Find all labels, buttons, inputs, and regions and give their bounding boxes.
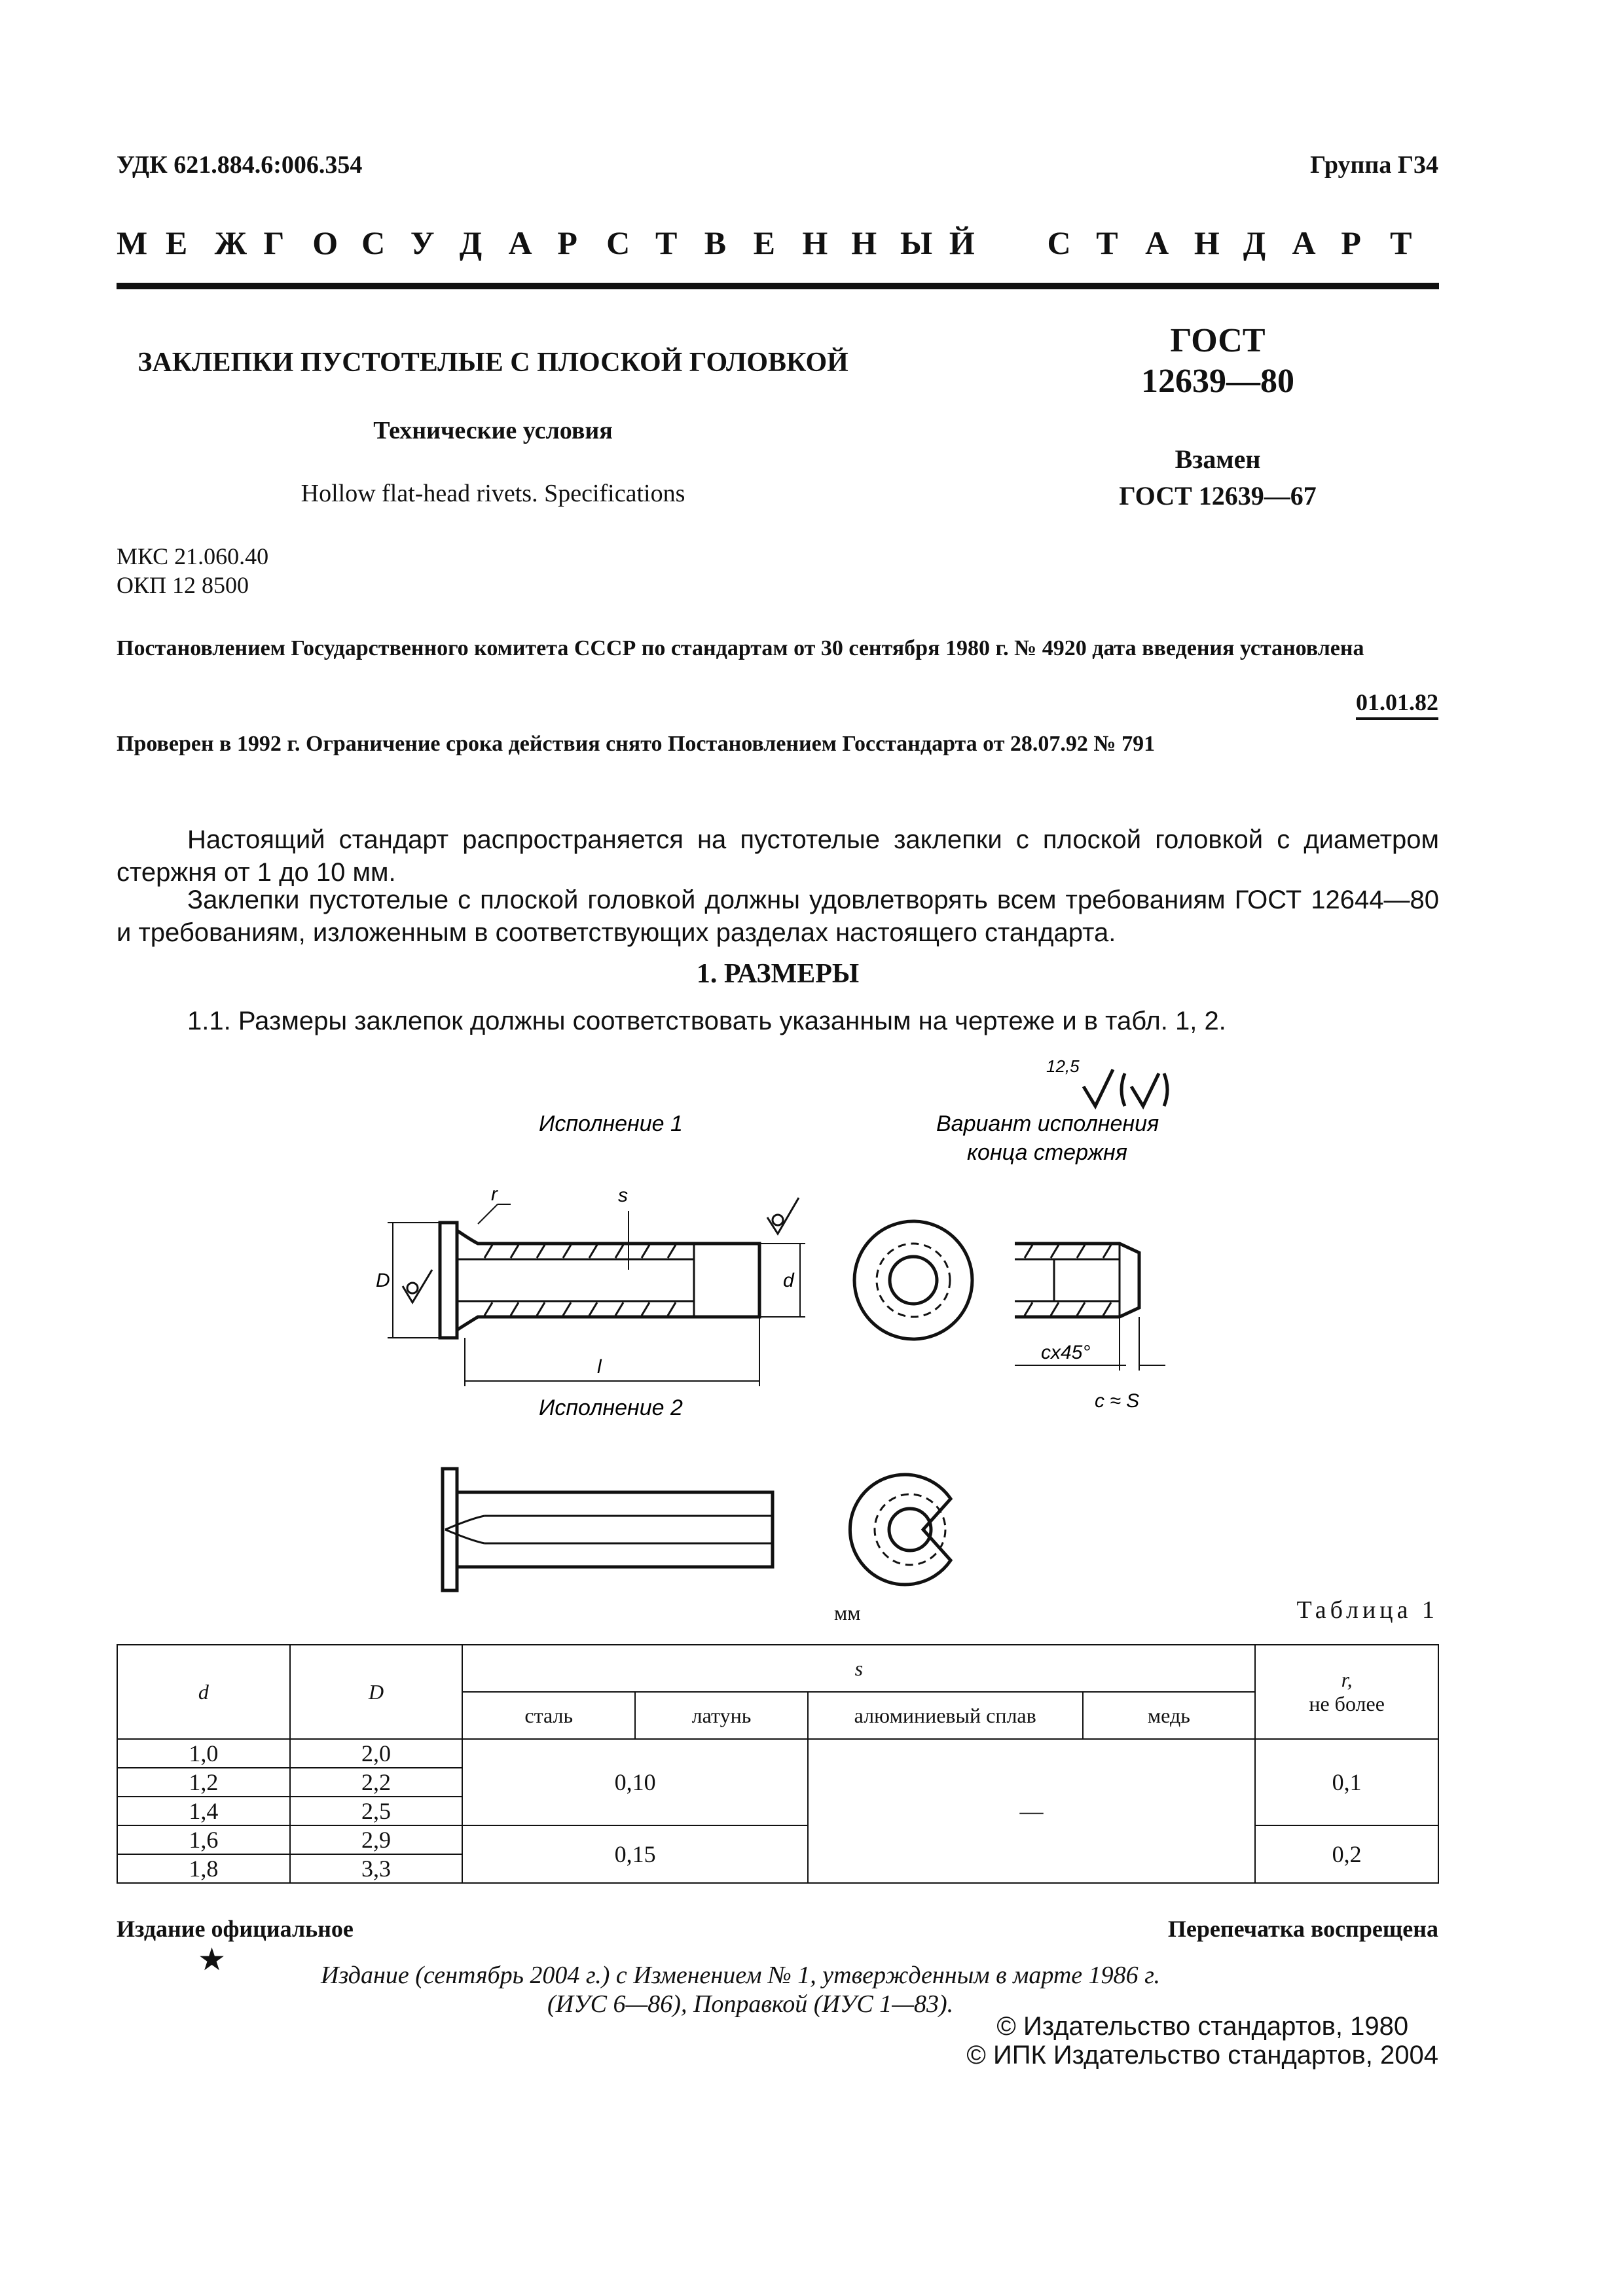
banner-letter: С [1047,224,1071,261]
banner-letter: Е [753,224,775,261]
variant-label-line2: конца стержня [967,1140,1127,1165]
english-title: Hollow flat-head rivets. Specifications [301,480,685,507]
reprint-notice: Перепечатка воспрещена [1167,1916,1438,1942]
edition-line2: (ИУС 6—86), Поправкой (ИУС 1—83). [547,1990,954,2018]
paragraph-dimensions: 1.1. Размеры заклепок должны соответствовать указанным на чертеже и в табл. 1, 2. [187,1007,1226,1035]
dimensions-table [117,1644,1439,1884]
header-s: s [462,1645,1255,1692]
banner-letter: Р [557,224,577,261]
banner-letter: Н [1194,224,1220,261]
cell-D: 2,5 [290,1797,463,1825]
banner-letter: М [117,224,148,261]
header-D: D [290,1645,463,1739]
paragraph-requirements: Заклепки пустотелые с плоской головкой должны удовлетворять всем требованиям ГОСТ 12644—80 и требованиям, изложенным в соответствующих разделах настоящего стандарта. [117,886,1439,947]
roughness-symbol [1084,1069,1167,1106]
cell-d: 1,2 [117,1768,290,1797]
cell-D: 2,0 [290,1739,463,1768]
cell-d: 1,4 [117,1797,290,1825]
star-icon: ★ [198,1943,227,1977]
header-copper: медь [1083,1692,1256,1739]
document-title: ЗАКЛЕПКИ ПУСТОТЕЛЫЕ С ПЛОСКОЙ ГОЛОВКОЙ [137,348,848,378]
edition-line1: Издание (сентябрь 2004 г.) с Изменением № 1, утвержденным в марте 1986 г. [321,1962,1160,1989]
copyright-block [966,2012,1438,2070]
cell-r-group2: 0,2 [1255,1825,1438,1883]
label-l: l [597,1356,602,1378]
banner-letter: В [704,224,727,261]
banner-letter: Д [459,224,483,261]
banner-letter: Т [1096,224,1118,261]
banner-letter: Р [1341,224,1361,261]
copyright-1980: © Издательство стандартов, 1980 [996,2012,1409,2041]
checked-note: Проверен в 1992 г. Ограничение срока действия снято Постановлением Госстандарта от 28.07.92 № 791 [117,732,1156,756]
banner-letter: А [1292,224,1316,261]
label-d: d [783,1270,794,1291]
replaces-label: Взамен [1175,444,1261,474]
cell-D: 2,2 [290,1768,463,1797]
cell-d: 1,6 [117,1825,290,1854]
c-note: c ≈ S [1095,1390,1140,1412]
label-r: r [491,1183,498,1205]
table-units: мм [834,1601,861,1624]
variant-label-line1: Вариант исполнения [936,1111,1159,1136]
paragraph-scope: Настоящий стандарт распространяется на пустотелые заклепки с плоской головкой с диаметром стержня от 1 до 10 мм. [117,825,1439,887]
cell-s-group1: 0,10 [462,1739,807,1825]
version1-label: Исполнение 1 [539,1111,683,1136]
label-D: D [376,1270,390,1291]
banner-letter: Н [851,224,877,261]
cell-d: 1,8 [117,1854,290,1883]
banner-letter: С [606,224,630,261]
gost-code: 12639—80 [1141,363,1294,400]
banner-letter: С [361,224,386,261]
label-s: s [618,1185,628,1206]
cell-s-group2: 0,15 [462,1825,807,1883]
rivet-version1-end [854,1221,972,1339]
decree-text: Постановлением Государственного комитета СССР по стандартам от 30 сентября 1980 г. № 4920 дата введения установлена [117,636,1364,660]
header-d: d [117,1645,290,1739]
section-heading: 1. РАЗМЕРЫ [696,959,860,989]
header-aluminium: алюминиевый сплав [808,1692,1083,1739]
rivet-version2-side [443,1469,773,1590]
banner-letter: Ж [214,224,247,261]
banner-letter: Д [1243,224,1266,261]
udk-code: УДК 621.884.6:006.354 [117,151,363,179]
banner-letter: О [312,224,338,261]
replaces-value: ГОСТ 12639—67 [1119,481,1317,511]
edition-note [321,1961,1160,2018]
banner-letter: А [1145,224,1169,261]
cell-r-group1: 0,1 [1255,1739,1438,1825]
header-r: r, не более [1255,1645,1438,1739]
header-brass: латунь [635,1692,808,1739]
chamfer-label: cx45° [1041,1342,1091,1363]
roughness-value: 12,5 [1046,1056,1080,1076]
rivet-version1-side [388,1198,805,1386]
cell-D: 2,9 [290,1825,463,1854]
header-steel: сталь [462,1692,635,1739]
table-caption: Таблица 1 [1296,1596,1438,1624]
version2-label: Исполнение 2 [539,1395,683,1420]
banner-letter: Т [1390,224,1412,261]
gost-label: ГОСТ [1170,322,1266,359]
banner-letter: Г [263,224,285,261]
copyright-2004: © ИПК Издательство стандартов, 2004 [966,2041,1438,2070]
official-edition: Издание официальное [117,1916,354,1942]
rivet-version2-end [850,1475,951,1585]
document-subtitle: Технические условия [373,417,613,444]
banner-letter: У [410,224,435,261]
banner-letter: Ы [900,224,933,261]
mks-code: МКС 21.060.40 [117,543,269,569]
group-code: Группа Г34 [1310,151,1438,179]
introduction-date: 01.01.82 [1356,689,1438,720]
cell-d: 1,0 [117,1739,290,1768]
cell-s-dash: — [808,1739,1255,1883]
banner-letter: А [508,224,532,261]
cell-D: 3,3 [290,1854,463,1883]
banner-letter: Т [655,224,678,261]
banner-letter: Е [165,224,188,261]
okp-code: ОКП 12 8500 [117,572,249,598]
banner-letter: Н [802,224,828,261]
banner-letter: Й [949,224,975,261]
